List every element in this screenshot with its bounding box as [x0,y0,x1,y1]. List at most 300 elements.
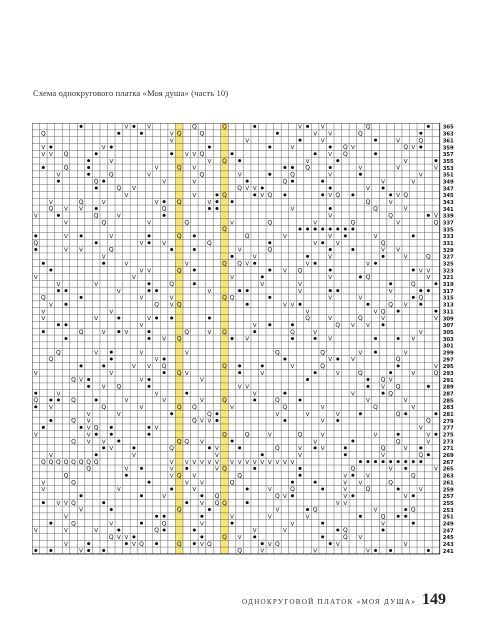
chart-symbol [419,303,422,306]
chart-symbol: V [132,275,136,282]
chart-symbol: Q [222,260,227,268]
chart-symbol: Q [48,458,54,466]
chart-symbol [238,364,241,367]
chart-symbol: V [252,186,257,193]
chart-symbol: V [79,247,83,254]
chart-symbol: V [48,405,53,412]
chart-symbol: V [139,377,144,384]
chart-symbol: V [396,220,401,227]
chart-symbol: V [411,179,416,186]
chart-symbol [268,173,271,176]
chart-symbol: V [434,364,438,371]
chart-symbol [170,316,173,319]
chart-symbol: V [41,487,46,494]
row-number: 335 [442,227,454,234]
chart-symbol: Q [222,534,227,542]
chart-symbol: V [267,541,272,548]
chart-symbol: V [184,261,189,268]
chart-symbol [253,535,256,538]
chart-symbol: Q [93,458,99,466]
chart-symbol [110,351,113,354]
chart-symbol [102,549,105,552]
chart-symbol [87,549,90,552]
chart-symbol: V [101,145,106,152]
chart-symbol: V [124,124,129,131]
chart-symbol: V [41,151,46,158]
chart-symbol: V [192,165,197,172]
chart-symbol [427,214,430,217]
chart-symbol [283,166,286,169]
chart-symbol: Q [282,178,288,186]
chart-symbol: V [101,254,106,261]
chart-symbol [404,460,407,463]
row-number: 241 [442,548,454,555]
chart-symbol: V [215,459,219,466]
chart-symbol: V [162,240,167,247]
chart-symbol [374,262,377,265]
chart-symbol: V [192,459,197,466]
chart-symbol: Q [275,492,280,500]
row-number: 267 [442,459,454,466]
chart-symbol: V [343,493,348,500]
row-number: 347 [442,186,454,193]
chart-symbol: V [237,247,242,254]
chart-symbol [253,330,256,333]
chart-symbol [329,207,332,210]
chart-symbol [359,275,362,278]
chart-symbol [246,289,249,292]
chart-symbol: Q [71,376,76,384]
chart-symbol: V [132,364,136,371]
chart-symbol: Q [237,185,242,193]
chart-symbol: V [207,158,212,165]
chart-symbol: V [290,206,295,213]
chart-symbol [132,446,135,449]
chart-symbol: V [162,493,167,500]
chart-symbol: V [275,411,280,418]
chart-symbol: V [283,459,287,466]
chart-symbol [87,173,90,176]
chart-symbol: V [64,500,68,507]
chart-symbol [238,159,241,162]
chart-symbol: V [388,199,393,206]
chart-symbol: V [41,309,46,316]
chart-symbol: V [64,206,68,213]
chart-symbol [268,296,271,299]
chart-symbol: V [328,151,333,158]
chart-symbol [117,440,120,443]
chart-symbol [419,289,422,292]
chart-symbol: V [169,295,174,302]
chart-symbol: V [162,179,167,186]
chart-symbol: V [358,480,363,487]
chart-symbol: V [199,439,204,446]
chart-symbol: V [252,254,257,261]
row-number: 359 [442,145,454,152]
chart-symbol [163,515,166,518]
chart-symbol: V [418,329,423,336]
chart-symbol: V [396,165,401,172]
chart-symbol: Q [305,164,310,172]
chart-symbol [427,453,430,456]
row-number: 255 [442,500,454,507]
chart-symbol [351,228,354,231]
chart-symbol [193,282,196,285]
chart-symbol: V [381,521,385,528]
chart-symbol: V [267,514,272,521]
chart-symbol: V [56,500,61,507]
chart-symbol: V [237,172,242,179]
chart-symbol [344,453,347,456]
chart-symbol: Q [237,547,242,555]
chart-symbol: V [154,357,159,364]
chart-symbol [80,426,83,429]
row-number: 327 [442,254,454,261]
chart-symbol [193,542,196,545]
chart-symbol [140,494,143,497]
chart-symbol: V [64,541,68,548]
chart-symbol [155,515,158,518]
chart-symbol: V [33,528,38,535]
chart-symbol [42,166,45,169]
chart-symbol: V [290,145,295,152]
chart-symbol [366,378,369,381]
chart-symbol: V [192,193,197,200]
chart-symbol [64,323,67,326]
chart-symbol [102,364,105,367]
chart-symbol: V [328,213,333,220]
chart-symbol: Q [380,513,386,521]
chart-symbol: V [109,309,114,316]
chart-symbol: V [199,377,204,384]
chart-symbol: V [33,370,38,377]
chart-symbol [412,234,415,237]
chart-symbol [125,542,128,545]
chart-symbol: V [343,473,348,480]
chart-symbol: Q [71,479,76,487]
chart-symbol: V [418,172,423,179]
chart-symbol [321,535,324,538]
chart-symbol: Q [267,246,273,254]
chart-symbol [283,419,286,422]
chart-symbol: V [328,295,333,302]
chart-symbol: V [283,268,287,275]
chart-symbol [80,364,83,367]
chart-symbol [64,289,67,292]
chart-symbol [155,289,158,292]
chart-symbol [117,316,120,319]
chart-symbol: Q [207,540,212,548]
chart-symbol: Q [101,219,107,227]
chart-symbol [268,145,271,148]
chart-symbol [291,166,294,169]
chart-symbol: V [86,411,91,418]
chart-symbol: V [426,432,431,439]
chart-symbol [140,467,143,470]
chart-symbol [434,433,437,436]
chart-symbol: V [267,432,272,439]
chart-symbol [434,310,437,313]
chart-symbol: V [147,364,151,371]
chart-symbol: Q [71,458,76,466]
chart-symbol: V [116,487,121,494]
chart-symbol: V [328,172,333,179]
chart-symbol: Q [184,328,190,336]
chart-symbol: Q [176,404,182,412]
chart-symbol [404,508,407,511]
chart-symbol [117,528,120,531]
chart-symbol: Q [184,219,190,227]
chart-symbol: Q [56,458,61,466]
chart-symbol [336,228,339,231]
chart-symbol: V [139,322,144,329]
chart-symbol: V [373,234,378,241]
chart-symbol: V [388,466,393,473]
chart-symbol: V [237,535,242,542]
chart-symbol: V [350,391,355,398]
chart-symbol: Q [365,123,371,131]
chart-symbol [231,200,234,203]
chart-symbol: V [290,521,295,528]
chart-symbol: Q [101,404,107,412]
chart-symbol: V [267,487,272,494]
chart-symbol: Q [108,171,114,179]
chart-symbol [140,522,143,525]
chart-symbol [57,180,60,183]
chart-symbol [351,193,354,196]
chart-symbol [329,289,332,292]
chart-symbol: Q [176,540,182,548]
chart-symbol: V [267,459,272,466]
chart-symbol [344,228,347,231]
row-number: 295 [442,364,454,371]
chart-symbol [148,378,151,381]
chart-symbol: V [162,336,167,343]
chart-symbol: Q [86,458,91,466]
chart-symbol: V [207,418,212,425]
row-number: 341 [442,206,454,213]
chart-symbol: Q [63,164,69,172]
row-number: 343 [442,199,454,206]
chart-symbol: V [328,275,333,282]
chart-symbol: V [366,473,370,480]
chart-symbol [329,248,332,251]
chart-symbol [208,446,211,449]
chart-symbol: Q [108,534,114,542]
chart-symbol [314,152,317,155]
chart-symbol [382,460,385,463]
chart-symbol [404,515,407,518]
chart-symbol [427,289,430,292]
row-number: 355 [442,158,454,165]
chart-symbol: Q [410,472,416,480]
chart-symbol: V [139,295,144,302]
chart-symbol [155,316,158,319]
chart-symbol [193,269,196,272]
chart-symbol [291,494,294,497]
chart-symbol [102,180,105,183]
chart-symbol [306,255,309,258]
chart-symbol [306,378,309,381]
chart-symbol [34,248,37,251]
chart-symbol: V [109,446,114,453]
chart-symbol: Q [71,499,76,507]
chart-symbol [412,494,415,497]
chart-symbol: Q [191,404,197,412]
chart-symbol [261,453,264,456]
row-number: 351 [442,172,454,179]
chart-symbol: V [260,193,265,200]
chart-symbol [359,460,362,463]
chart-symbol: V [33,213,38,220]
chart-symbol [64,337,67,340]
chart-symbol: V [124,261,129,268]
chart-symbol: Q [40,294,46,302]
chart-symbol: Q [433,219,439,227]
row-number: 273 [442,439,454,446]
chart-symbol: V [169,302,174,309]
chart-symbol: V [86,418,91,425]
chart-symbol [412,296,415,299]
chart-symbol: V [64,528,68,535]
chart-symbol: V [313,131,318,138]
chart-symbol: Q [222,123,227,131]
chart-symbol [42,501,45,504]
row-number: 325 [442,261,454,268]
chart-symbol: Q [78,328,84,336]
chart-symbol [389,549,392,552]
chart-symbol [253,467,256,470]
chart-symbol: Q [222,226,227,234]
chart-symbol [87,542,90,545]
chart-symbol: V [109,234,114,241]
chart-symbol [306,228,309,231]
chart-symbol: V [283,234,287,241]
chart-symbol: Q [207,410,212,418]
chart-symbol: V [41,480,46,487]
row-number: 263 [442,473,454,480]
chart-symbol: V [230,459,234,466]
chart-symbol: Q [335,321,341,329]
chart-symbol [299,467,302,470]
chart-symbol [253,125,256,128]
chart-symbol [329,542,332,545]
row-number: 269 [442,453,454,460]
chart-symbol [336,528,339,531]
chart-symbol [117,132,120,135]
chart-symbol: Q [403,144,409,152]
chart-symbol: V [373,309,378,316]
chart-symbol [434,282,437,285]
row-number: 277 [442,425,454,432]
chart-symbol [351,494,354,497]
chart-symbol [238,371,241,374]
row-number: 271 [442,446,454,453]
chart-symbol [382,392,385,395]
chart-symbol [366,460,369,463]
chart-symbol: Q [116,185,122,193]
chart-symbol [208,316,211,319]
chart-symbol: V [215,466,219,473]
chart-symbol: Q [176,438,182,446]
chart-symbol [419,145,422,148]
chart-symbol [125,474,128,477]
chart-symbol: V [199,521,204,528]
chart-symbol: V [252,459,257,466]
chart-symbol: V [64,247,68,254]
chart-symbol: V [313,240,318,247]
chart-symbol [321,193,324,196]
chart-symbol [117,330,120,333]
chart-symbol [246,303,249,306]
chart-symbol: V [237,384,242,391]
chart-symbol: V [94,528,99,535]
chart-symbol [397,364,400,367]
row-number: 349 [442,179,454,186]
row-number: 253 [442,507,454,514]
chart-symbol: Q [176,130,182,138]
chart-symbol [291,180,294,183]
chart-symbol: V [403,493,408,500]
chart-symbol: V [290,302,295,309]
chart-symbol: Q [33,397,39,405]
chart-symbol [382,186,385,189]
chart-symbol: V [426,275,431,282]
chart-symbol [215,419,218,422]
chart-symbol: V [109,158,114,165]
chart-symbol [314,337,317,340]
chart-symbol: V [305,261,310,268]
chart-symbol: V [199,480,204,487]
chart-symbol: V [162,398,167,405]
chart-symbol: V [320,446,325,453]
row-number: 363 [442,131,454,138]
chart-symbol: V [207,288,212,295]
chart-symbol: Q [71,520,76,528]
chart-symbol: Q [199,150,205,158]
chart-symbol: V [426,439,431,446]
chart-symbol: V [381,316,385,323]
chart-symbol: Q [237,472,242,480]
chart-symbol [185,467,188,470]
row-number: 353 [442,165,454,172]
chart-symbol: V [313,548,318,555]
row-number: 357 [442,152,454,159]
chart-symbol: V [94,350,99,357]
chart-symbol [374,549,377,552]
chart-symbol: Q [297,267,303,275]
chart-symbol [215,193,218,196]
chart-symbol [80,234,83,237]
chart-symbol: V [403,541,408,548]
chart-symbol [397,515,400,518]
chart-symbol [200,535,203,538]
chart-symbol: Q [380,308,386,316]
chart-symbol: V [260,370,265,377]
chart-symbol: Q [176,267,182,275]
chart-symbol [102,262,105,265]
chart-symbol: Q [388,301,393,309]
chart-symbol [95,433,98,436]
chart-symbol: Q [176,369,182,377]
chart-symbol [344,234,347,237]
chart-symbol: Q [342,144,348,152]
chart-symbol [95,399,98,402]
chart-symbol: V [48,452,53,459]
chart-symbol: V [305,411,310,418]
row-number: 309 [442,316,454,323]
chart-symbol: V [147,172,151,179]
